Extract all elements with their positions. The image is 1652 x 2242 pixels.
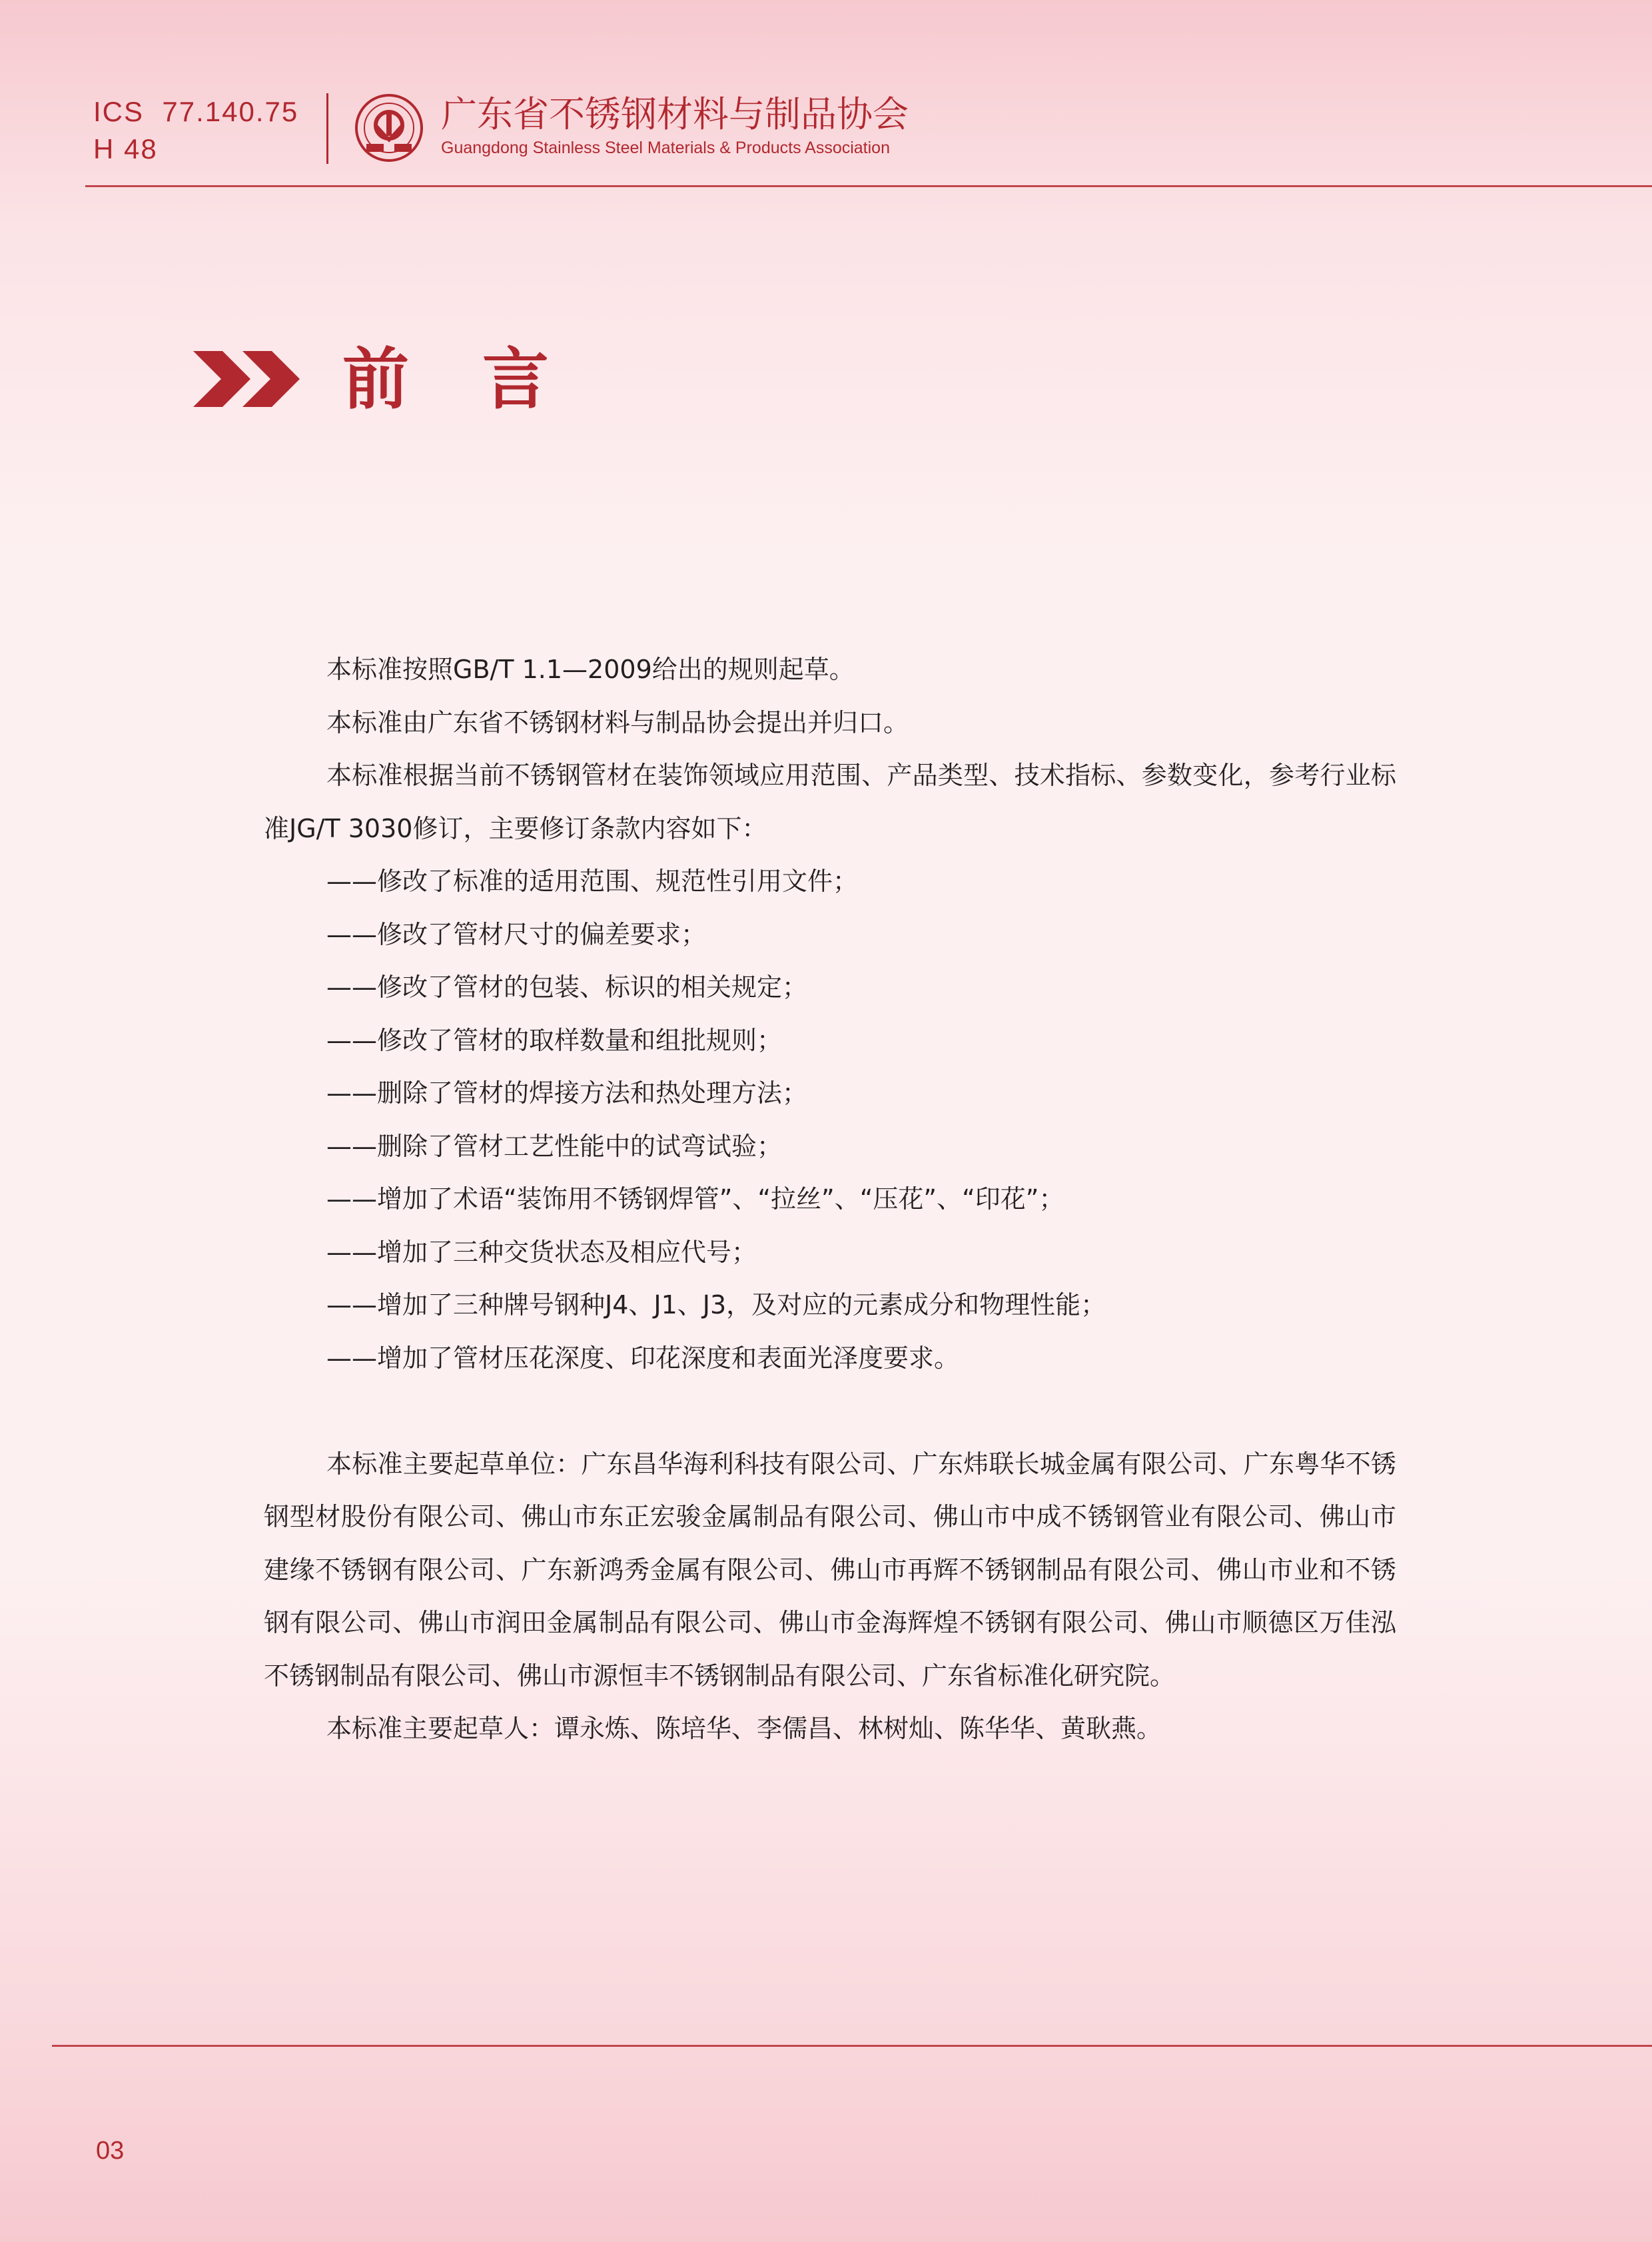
intro-paragraph: 本标准根据当前不锈钢管材在装饰领域应用范围、产品类型、技术指标、参数变化，参考行业标准JG/T 3030修订，主要修订条款内容如下： [264,761,1396,843]
change-item: ——删除了管材工艺性能中的试弯试验； [326,1131,783,1161]
org-name-en: Guangdong Stainless Steel Materials & Products Association [441,139,890,157]
drafting-units-paragraph: 本标准主要起草单位：广东昌华海利科技有限公司、广东炜联长城金属有限公司、广东粤华不锈钢型材股份有限公司、佛山市东正宏骏金属制品有限公司、佛山市中成不锈钢管业有限公司、佛山市建缘不锈钢有限公司、广东新鸿秀金属有限公司、佛山市再辉不锈钢制品有限公司、佛山市业和不锈钢有限公司、佛山市润田金属制品有限公司、佛山市金海辉煌不锈钢有限公司、佛山市顺德区万佳泓不锈钢制品有限公司、佛山市源恒丰不锈钢制品有限公司、广东省标准化研究院。 [264,1449,1396,1690]
foreword-body [264,643,1396,1756]
change-item: ——增加了管材压花深度、印花深度和表面光泽度要求。 [326,1343,960,1373]
standard-codes [93,93,298,168]
change-item: ——增加了术语“装饰用不锈钢焊管”、“拉丝”、“压花”、“印花”； [326,1184,1064,1214]
intro-paragraph: 本标准由广东省不锈钢材料与制品协会提出并归口。 [326,707,909,737]
ics-code: ICS 77.140.75 [93,96,299,127]
double-chevron-right-icon [193,351,306,407]
change-item: ——增加了三种交货状态及相应代号； [326,1237,757,1267]
association-seal-icon [354,93,424,163]
intro-paragraph: 本标准按照GB/T 1.1—2009给出的规则起草。 [326,655,855,684]
paragraph-gap [264,1385,1396,1438]
drafters-paragraph: 本标准主要起草人：谭永炼、陈培华、李儒昌、林树灿、陈华华、黄耿燕。 [326,1714,1162,1743]
change-item: ——修改了管材尺寸的偏差要求； [326,919,707,949]
footer-rule [52,2045,1652,2047]
change-item: ——修改了标准的适用范围、规范性引用文件； [326,867,859,896]
header-rule [85,185,1652,187]
change-item: ——修改了管材的取样数量和组批规则； [326,1025,783,1055]
change-item: ——删除了管材的焊接方法和热处理方法； [326,1078,808,1108]
ccs-code: H 48 [93,133,158,165]
section-title: 前言 [342,340,622,418]
change-item: ——增加了三种牌号钢种J4、J1、J3，及对应的元素成分和物理性能； [326,1290,1106,1319]
header-divider [326,93,328,164]
change-item: ——修改了管材的包装、标识的相关规定； [326,972,808,1002]
org-name-cn: 广东省不锈钢材料与制品协会 [441,93,909,135]
page-number: 03 [96,2137,125,2165]
